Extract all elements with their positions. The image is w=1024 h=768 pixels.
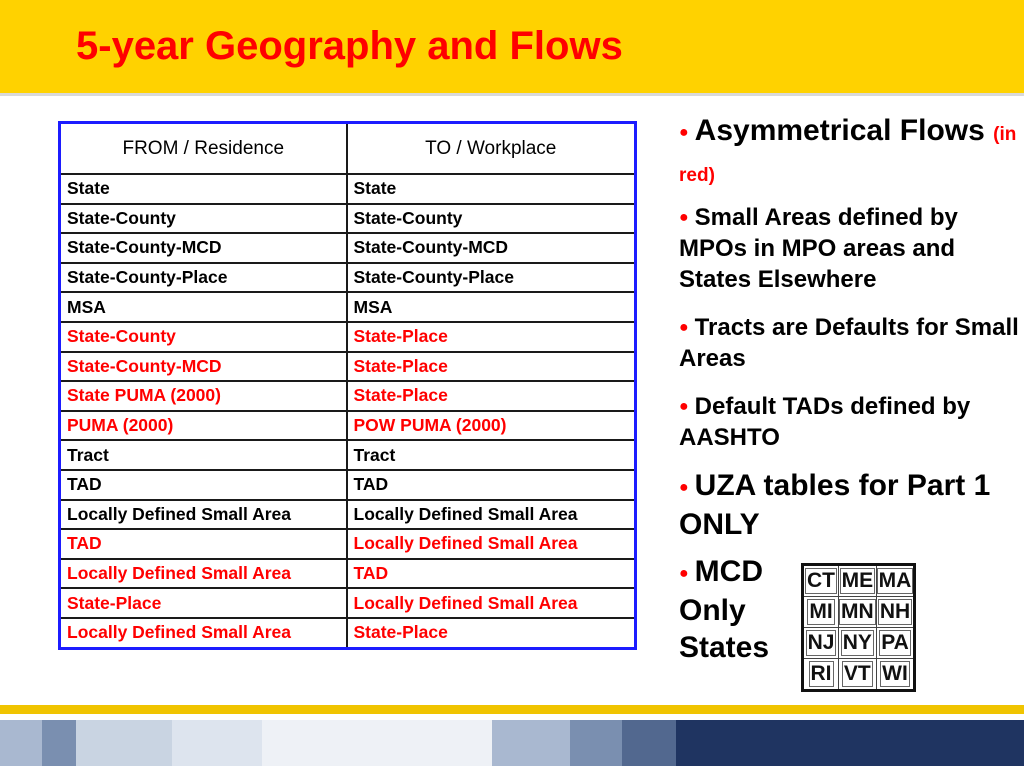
table-row bbox=[60, 618, 636, 648]
cell-from-residence: TAD bbox=[60, 529, 347, 559]
state-abbreviation: WI bbox=[882, 662, 908, 685]
bullet-dot-icon: ● bbox=[679, 124, 689, 141]
cell-from-residence: State-County bbox=[60, 204, 347, 234]
cell-from-residence: State-County bbox=[60, 322, 347, 352]
cell-to-workplace: MSA bbox=[347, 292, 636, 322]
table-row bbox=[60, 440, 636, 470]
state-cell bbox=[876, 597, 915, 628]
cell-to-workplace: State-Place bbox=[347, 322, 636, 352]
cell-to-workplace: Locally Defined Small Area bbox=[347, 588, 636, 618]
cell-from-residence: Locally Defined Small Area bbox=[60, 500, 347, 530]
cell-from-residence: PUMA (2000) bbox=[60, 411, 347, 441]
states-grid-row bbox=[803, 628, 915, 659]
table-row bbox=[60, 588, 636, 618]
cell-from-residence: Locally Defined Small Area bbox=[60, 618, 347, 648]
state-cell bbox=[876, 659, 915, 691]
table-row bbox=[60, 174, 636, 204]
cell-from-residence: Locally Defined Small Area bbox=[60, 559, 347, 589]
cell-from-residence: State-County-Place bbox=[60, 263, 347, 293]
cell-to-workplace: State-County-Place bbox=[347, 263, 636, 293]
states-grid-body bbox=[803, 565, 915, 691]
bullet-tracts bbox=[679, 312, 1019, 374]
state-abbreviation: MN bbox=[841, 600, 874, 623]
bullet-small-areas bbox=[679, 202, 1019, 295]
footer-block bbox=[172, 720, 262, 766]
footer-block bbox=[676, 720, 1024, 766]
table-body bbox=[60, 174, 636, 648]
title-banner bbox=[0, 0, 1024, 93]
footer-gold-stripe bbox=[0, 705, 1024, 714]
table-row bbox=[60, 233, 636, 263]
state-abbreviation: VT bbox=[843, 662, 871, 685]
state-abbreviation: CT bbox=[807, 569, 835, 592]
state-cell bbox=[839, 628, 877, 659]
bullet-text: Default TADs defined by AASHTO bbox=[679, 393, 971, 451]
cell-to-workplace: State-Place bbox=[347, 352, 636, 382]
cell-to-workplace: Locally Defined Small Area bbox=[347, 500, 636, 530]
table-row bbox=[60, 411, 636, 441]
cell-to-workplace: State-Place bbox=[347, 618, 636, 648]
table-row bbox=[60, 204, 636, 234]
bullet-mcd-only-states bbox=[679, 553, 799, 666]
bullet-note: (in red) bbox=[679, 124, 1017, 186]
cell-from-residence: State-County-MCD bbox=[60, 352, 347, 382]
bullet-dot-icon: ● bbox=[679, 479, 689, 496]
footer-block bbox=[0, 720, 42, 766]
state-abbreviation: RI bbox=[810, 662, 832, 685]
state-cell bbox=[839, 565, 877, 597]
cell-to-workplace: State-County bbox=[347, 204, 636, 234]
cell-to-workplace: State-County-MCD bbox=[347, 233, 636, 263]
footer-block bbox=[42, 720, 76, 766]
table-row bbox=[60, 559, 636, 589]
bullet-text: States bbox=[679, 631, 770, 664]
footer-block bbox=[76, 720, 172, 766]
cell-from-residence: State PUMA (2000) bbox=[60, 381, 347, 411]
slide-title: 5-year Geography and Flows bbox=[76, 24, 623, 68]
cell-to-workplace: POW PUMA (2000) bbox=[347, 411, 636, 441]
bullet-dot-icon: ● bbox=[679, 565, 689, 582]
header-divider bbox=[0, 93, 1024, 96]
states-grid-row bbox=[803, 565, 915, 597]
states-grid-row bbox=[803, 597, 915, 628]
mcd-states-grid bbox=[801, 563, 916, 692]
cell-to-workplace: TAD bbox=[347, 559, 636, 589]
cell-from-residence: TAD bbox=[60, 470, 347, 500]
state-abbreviation: ME bbox=[841, 569, 874, 592]
state-cell bbox=[839, 659, 877, 691]
state-cell bbox=[803, 628, 839, 659]
footer-block bbox=[492, 720, 570, 766]
footer-block bbox=[622, 720, 676, 766]
bullet-dot-icon: ● bbox=[679, 319, 689, 336]
state-abbreviation: MA bbox=[878, 569, 912, 592]
table-row bbox=[60, 322, 636, 352]
cell-to-workplace: Locally Defined Small Area bbox=[347, 529, 636, 559]
state-cell bbox=[839, 597, 877, 628]
cell-from-residence: State-County-MCD bbox=[60, 233, 347, 263]
cell-to-workplace: Tract bbox=[347, 440, 636, 470]
cell-from-residence: Tract bbox=[60, 440, 347, 470]
geography-flows-table bbox=[58, 121, 637, 650]
bullet-default-tads bbox=[679, 391, 1019, 453]
state-cell bbox=[803, 659, 839, 691]
state-cell bbox=[876, 628, 915, 659]
state-cell bbox=[803, 565, 839, 597]
state-abbreviation: NH bbox=[879, 600, 911, 623]
table-row bbox=[60, 352, 636, 382]
bullet-text: UZA tables for Part 1 ONLY bbox=[679, 469, 991, 541]
table-row bbox=[60, 263, 636, 293]
table-header-row bbox=[60, 123, 636, 175]
cell-from-residence: State-Place bbox=[60, 588, 347, 618]
bullet-text: Small Areas defined by MPOs in MPO areas and States Elsewhere bbox=[679, 204, 958, 293]
state-cell bbox=[803, 597, 839, 628]
state-abbreviation: MI bbox=[809, 600, 833, 623]
state-abbreviation: PA bbox=[881, 631, 909, 654]
cell-to-workplace: State bbox=[347, 174, 636, 204]
cell-to-workplace: State-Place bbox=[347, 381, 636, 411]
column-header-to: TO / Workplace bbox=[347, 123, 636, 175]
table-row bbox=[60, 500, 636, 530]
table-row bbox=[60, 529, 636, 559]
state-abbreviation: NJ bbox=[807, 631, 835, 654]
states-grid-row bbox=[803, 659, 915, 691]
cell-to-workplace: TAD bbox=[347, 470, 636, 500]
bullet-text: Asymmetrical Flows bbox=[694, 114, 985, 147]
bullet-uza-tables bbox=[679, 467, 1019, 543]
cell-from-residence: MSA bbox=[60, 292, 347, 322]
table-row bbox=[60, 470, 636, 500]
footer-block bbox=[570, 720, 622, 766]
bullet-dot-icon: ● bbox=[679, 398, 689, 415]
footer-block bbox=[262, 720, 492, 766]
state-cell bbox=[876, 565, 915, 597]
column-header-from: FROM / Residence bbox=[60, 123, 347, 175]
bullet-text: MCD bbox=[694, 555, 763, 588]
bullet-dot-icon: ● bbox=[679, 209, 689, 226]
bullet-text: Only bbox=[679, 594, 746, 627]
bullet-text: Tracts are Defaults for Small Areas bbox=[679, 314, 1019, 372]
table-row bbox=[60, 292, 636, 322]
cell-from-residence: State bbox=[60, 174, 347, 204]
state-abbreviation: NY bbox=[842, 631, 872, 654]
bullet-asymmetrical-flows bbox=[679, 112, 1019, 194]
table-row bbox=[60, 381, 636, 411]
footer-band bbox=[0, 705, 1024, 768]
